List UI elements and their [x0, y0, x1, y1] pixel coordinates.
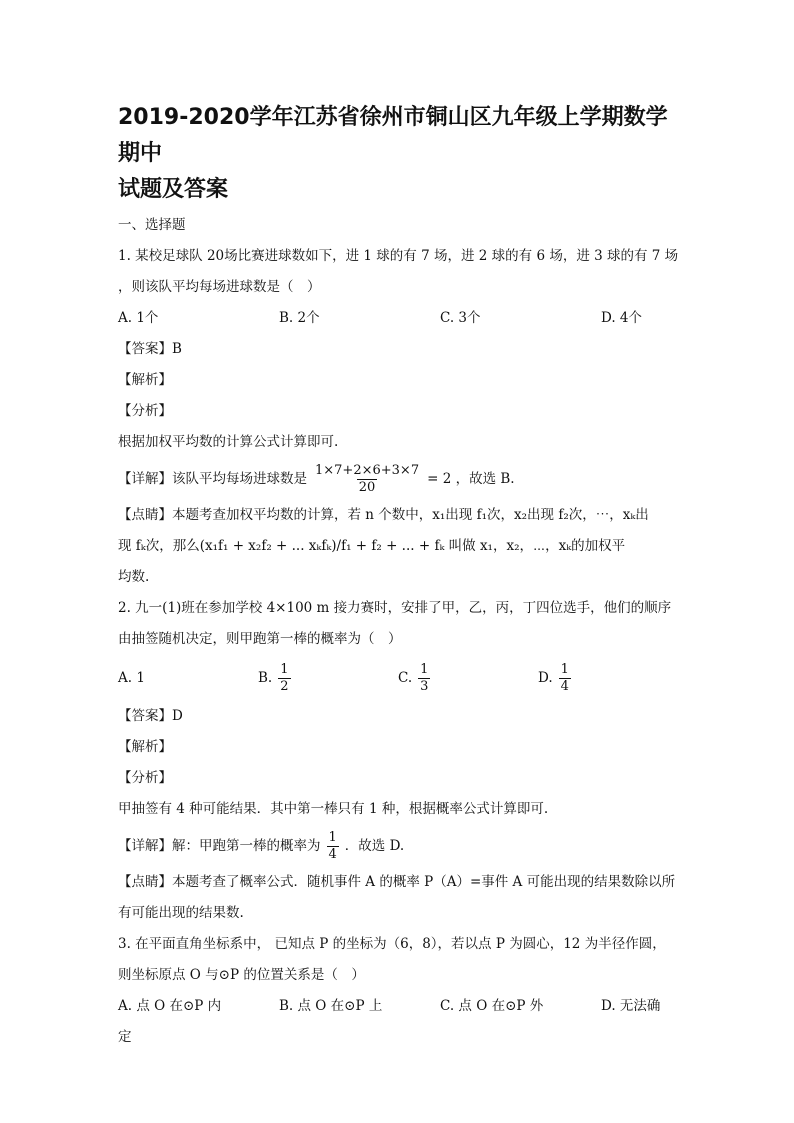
q2-option-b — [258, 662, 398, 695]
q1-detail-suffix: = 2 ，故选 B. — [427, 471, 515, 487]
q2-c-denominator: 3 — [420, 678, 429, 694]
q2-b-numerator: 1 — [280, 661, 289, 677]
q2-option-a-text: A. 1 — [118, 670, 145, 686]
q2-stem-line-1: 2. 九一(1)班在参加学校 4×100 m 接力赛时，安排了甲，乙，丙，丁四位选手，他们的顺序 — [118, 600, 672, 616]
q2-option-d-label: D. — [538, 670, 553, 686]
q2-option-d-fraction — [559, 662, 571, 695]
q1-detail-prefix: 【详解】该队平均每场进球数是 — [118, 471, 307, 487]
q2-fenxi: 【分析】 — [118, 770, 172, 786]
q2-detail-prefix: 【详解】解：甲跑第一棒的概率为 — [118, 838, 321, 854]
q2-answer: 【答案】D — [118, 708, 183, 724]
question-2 — [118, 593, 678, 929]
q2-note-line-2: 有可能出现的结果数. — [118, 905, 244, 921]
q2-option-c — [398, 662, 538, 695]
q1-answer: 【答案】B — [118, 341, 182, 357]
q2-option-b-label: B. — [258, 670, 273, 686]
q3-option-d-tail: 定 — [118, 1029, 132, 1045]
q2-options — [118, 655, 678, 701]
q2-option-c-label: C. — [398, 670, 413, 686]
document-title — [118, 100, 678, 208]
q1-fenxi: 【分析】 — [118, 403, 172, 419]
q1-stem-line-2: ，则该队平均每场进球数是（ ） — [118, 279, 321, 295]
q3-options — [118, 991, 678, 1022]
q2-option-c-fraction — [418, 662, 430, 695]
q1-option-b: B. 2个 — [279, 310, 320, 326]
q2-detail-numerator: 1 — [328, 829, 337, 845]
q2-option-a — [118, 670, 258, 686]
q1-fenxi-text: 根据加权平均数的计算公式计算即可. — [118, 434, 339, 450]
q3-option-b: B. 点 O 在⊙P 上 — [279, 998, 383, 1014]
q1-option-a: A. 1个 — [118, 310, 159, 326]
q3-option-a: A. 点 O 在⊙P 内 — [118, 998, 222, 1014]
q1-note-line-2: 现 fₖ次，那么(x₁f₁ + x₂f₂ + ... xₖfₖ)/f₁ + f₂ + ... + fₖ 叫做 x₁，x₂，⋯，xₖ的加权平 — [118, 538, 626, 554]
q2-jiexi: 【解析】 — [118, 739, 172, 755]
q1-stem-line-1: 1. 某校足球队 20场比赛进球数如下，进 1 球的有 7 场，进 2 球的有 6 场，进 3 球的有 7 场 — [118, 248, 679, 264]
q1-fraction-numerator: 1×7+2×6+3×7 — [315, 462, 420, 478]
q2-d-denominator: 4 — [560, 678, 569, 694]
q1-fraction — [313, 463, 421, 496]
q2-detail — [118, 825, 678, 867]
q1-option-d: D. 4个 — [601, 310, 643, 326]
q2-note-line-1: 【点睛】本题考查了概率公式．随机事件 A 的概率 P（A）=事件 A 可能出现的结果数除以所 — [118, 874, 676, 890]
q1-options — [118, 303, 678, 334]
q2-d-numerator: 1 — [560, 661, 569, 677]
q2-detail-suffix: ．故选 D. — [344, 838, 405, 854]
q1-option-c: C. 3个 — [440, 310, 481, 326]
q2-b-denominator: 2 — [280, 678, 289, 694]
q1-fraction-denominator: 20 — [358, 479, 376, 495]
q1-note-line-1: 【点睛】本题考查加权平均数的计算，若 n 个数中，x₁出现 f₁次，x₂出现 f₂次，⋯，xₖ出 — [118, 507, 649, 523]
q2-c-numerator: 1 — [420, 661, 429, 677]
q2-option-d — [538, 662, 678, 695]
q2-stem-line-2: 由抽签随机决定，则甲跑第一棒的概率为（ ） — [118, 631, 402, 647]
q3-option-c: C. 点 O 在⊙P 外 — [440, 998, 544, 1014]
q2-detail-fraction — [327, 830, 339, 863]
q3-stem-line-1: 3. 在平面直角坐标系中， 已知点 P 的坐标为（6，8），若以点 P 为圆心，12 为半径作圆， — [118, 936, 666, 952]
q3-option-d: D. 无法确 — [601, 998, 661, 1014]
q2-detail-denominator: 4 — [328, 846, 337, 862]
q1-jiexi: 【解析】 — [118, 372, 172, 388]
title-line-2: 试题及答案 — [118, 177, 229, 202]
q1-detail — [118, 458, 678, 500]
title-line-1: 2019-2020学年江苏省徐州市铜山区九年级上学期数学期中 — [118, 105, 668, 166]
question-3 — [118, 929, 678, 1053]
question-1 — [118, 241, 678, 593]
document-page — [118, 100, 678, 1053]
q3-stem-line-2: 则坐标原点 O 与⊙P 的位置关系是（ ） — [118, 967, 365, 983]
q2-fenxi-text: 甲抽签有 4 种可能结果．其中第一棒只有 1 种，根据概率公式计算即可. — [118, 801, 549, 817]
q1-note-line-3: 均数. — [118, 569, 150, 585]
section-heading: 一、选择题 — [118, 217, 186, 233]
q2-option-b-fraction — [278, 662, 290, 695]
